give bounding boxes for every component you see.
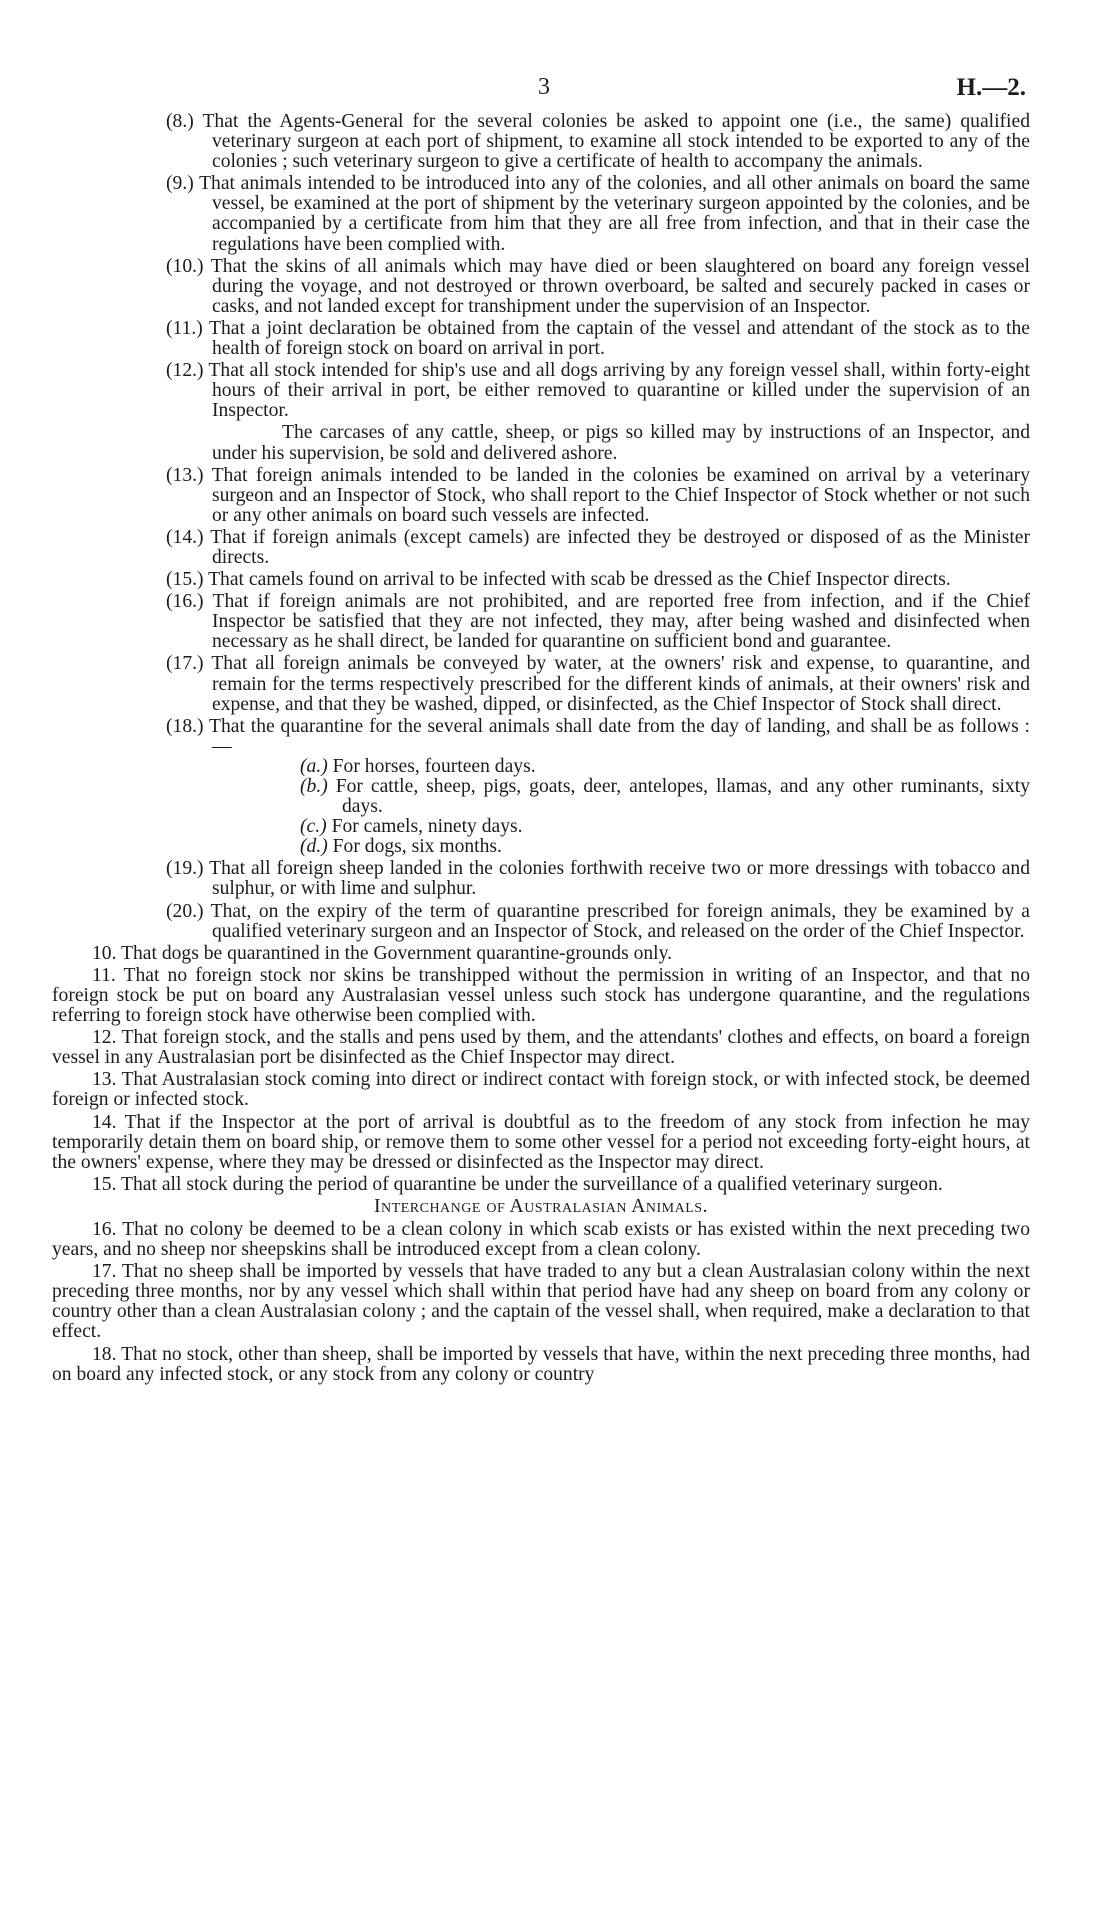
numbered-paragraph: 18. That no stock, other than sheep, shall be imported by vessels that have, within the next preceding three months, had on board any infected stock, or any stock from any colony or country <box>52 1343 1030 1385</box>
resolution-text: That animals intended to be introduced into any of the colonies, and all other animals on board the same vessel, be examined at the port of shipment by the veterinary surgeon appointed by the colonies, and be accompanied by a certificate from him that they are all free from infection, and that in their case the regulations have been complied with. <box>199 173 1031 255</box>
resolution-number: (9.) <box>166 173 194 195</box>
term-text: For camels, ninety days. <box>331 816 523 838</box>
resolution-text: That foreign animals intended to be landed in the colonies be examined on arrival by a veterinary surgeon and an Inspector of Stock, who shall report to the Chief Inspector of Stock whether or not such or any other animals on board such vessels are infected. <box>211 464 1030 526</box>
resolution-item <box>52 859 1030 899</box>
term-label: (a.) <box>300 755 328 777</box>
resolution-item <box>52 592 1030 652</box>
term-text: For horses, fourteen days. <box>332 755 536 777</box>
resolution-item <box>52 174 1030 254</box>
numbered-paragraph: 13. That Australasian stock coming into direct or indirect contact with foreign stock, or with infected stock, be deemed foreign or infected stock. <box>52 1069 1030 1111</box>
page-header <box>0 74 1114 104</box>
resolution-text: That all foreign sheep landed in the colonies forthwith receive two or more dressings with tobacco and sulphur, or with lime and sulphur. <box>209 858 1031 900</box>
page-number: 3 <box>538 74 550 100</box>
resolution-item <box>52 361 1030 421</box>
resolution-number: (19.) <box>166 858 204 880</box>
resolution-number: (8.) <box>166 111 194 132</box>
resolution-item <box>52 466 1030 526</box>
resolution-item <box>52 257 1030 317</box>
resolution-item <box>52 654 1030 714</box>
resolution-item <box>52 112 1030 172</box>
numbered-paragraph: 15. That all stock during the period of quarantine be under the surveillance of a qualified veterinary surgeon. <box>92 1173 943 1195</box>
numbered-paragraph: 17. That no sheep shall be imported by vessels that have traded to any but a clean Australasian colony within the next preceding three months, nor by any vessel which shall within that period have had any sheep on board from any colony or country other than a clean Australasian colony ; and the captain of the vessel shall, when required, make a declaration to that effect. <box>52 1261 1030 1343</box>
resolution-item <box>52 902 1030 942</box>
resolution-number: (11.) <box>166 317 203 339</box>
resolution-text: That all stock intended for ship's use and all dogs arriving by any foreign vessel shall, within forty-eight hours of their arrival in port, be either removed to quarantine or killed under the supervision of an Inspector. <box>208 360 1030 422</box>
numbered-paragraph: 12. That foreign stock, and the stalls and pens used by them, and the attendants' clothes and effects, on board a foreign vessel in any Australasian port be disinfected as the Chief Inspector may direct. <box>52 1027 1030 1069</box>
resolution-item <box>52 319 1030 359</box>
resolution-text: The carcases of any cattle, sheep, or pigs so killed may by instructions of an Inspector, and under his supervision, be sold and delivered ashore. <box>212 422 1030 464</box>
resolution-number: (12.) <box>166 360 204 382</box>
numbered-paragraph: 11. That no foreign stock nor skins be transhipped without the permission in writing of an Inspector, and that no foreign stock be put on board any Australasian vessel unless such stock has undergone quarantine, and the regulations referring to foreign stock have otherwise been complied with. <box>52 964 1030 1027</box>
resolution-item <box>52 717 1030 757</box>
numbered-paragraph: 16. That no colony be deemed to be a clean colony in which scab exists or has existed within the next preceding two years, and no sheep nor sheepskins shall be introduced except from a clean colony. <box>52 1218 1030 1261</box>
term-label: (c.) <box>300 816 327 838</box>
resolution-text: That a joint declaration be obtained from the captain of the vessel and attendant of the stock as to the health of foreign stock on board on arrival in port. <box>208 317 1030 360</box>
resolution-number: (16.) <box>166 591 204 613</box>
resolution-text: That the quarantine for the several animals shall date from the day of landing, and shall be as follows :— <box>209 715 1030 757</box>
resolution-number: (13.) <box>166 464 204 486</box>
resolution-number: (20.) <box>166 900 204 922</box>
resolution-item <box>52 528 1030 568</box>
term-label: (d.) <box>300 836 328 858</box>
quarantine-term <box>52 817 1030 837</box>
resolution-text: That the Agents-General for the several colonies be asked to appoint one (i.e., the same) qualified veterinary surgeon at each port of shipment, to examine all stock intended to be exported to any of the colonies ; such veterinary surgeon to give a certificate of health to accompany the animals. <box>202 111 1030 173</box>
numbered-paragraph: 14. That if the Inspector at the port of arrival is doubtful as to the freedom of any stock from infection he may temporarily detain them on board ship, or remove them to some other vessel for a period not exceeding forty-eight hours, at the owners' expense, where they may be dressed or disinfected as the Inspector may direct. <box>52 1111 1030 1173</box>
resolution-number: (10.) <box>166 255 204 277</box>
resolution-text: That the skins of all animals which may have died or been slaughtered on board any foreign vessel during the voyage, and not destroyed or thrown overboard, be salted and securely packed in cases or casks, and not landed except for transhipment under the supervision of an Inspector. <box>210 255 1031 317</box>
resolution-text: That all foreign animals be conveyed by water, at the owners' risk and expense, to quarantine, and remain for the terms respectively prescribed for the different kinds of animals, at their owners' risk and expense, and that they be washed, dipped, or disinfected, as the Chief Inspector of Stock shall direct. <box>211 653 1030 715</box>
term-label: (b.) <box>300 776 328 797</box>
resolution-number: (17.) <box>166 653 204 675</box>
resolution-text: That if foreign animals (except camels) are infected they be destroyed or disposed of as the Minister directs. <box>210 526 1030 568</box>
term-text: For cattle, sheep, pigs, goats, deer, antelopes, llamas, and any other ruminants, sixty days. <box>335 776 1031 818</box>
page-body <box>52 112 1030 1387</box>
resolution-item <box>52 570 1030 590</box>
resolution-number: (18.) <box>166 715 204 737</box>
quarantine-term <box>52 757 1030 777</box>
quarantine-term <box>52 777 1030 817</box>
resolution-text: That camels found on arrival to be infected with scab be dressed as the Chief Inspector directs. <box>208 569 951 591</box>
resolution-text: That if foreign animals are not prohibited, and are reported free from infection, and if the Chief Inspector be satisfied that they are not infected, they may, after being washed and disinfected when necessary as he shall direct, be landed for quarantine on sufficient bond and guarantee. <box>212 591 1030 653</box>
resolution-number: (14.) <box>166 526 204 548</box>
term-text: For dogs, six months. <box>332 836 502 858</box>
document-code: H.—2. <box>956 74 1026 101</box>
resolution-text: That, on the expiry of the term of quarantine prescribed for foreign animals, they be examined by a qualified veterinary surgeon and an Inspector of Stock, and released on the order of the Chief Inspector. <box>210 900 1030 942</box>
quarantine-term <box>52 837 1030 857</box>
resolution-number: (15.) <box>166 569 204 591</box>
resolution-continuation <box>52 423 1030 463</box>
section-heading: Interchange of Australasian Animals. <box>374 1195 708 1217</box>
numbered-paragraph: 10. That dogs be quarantined in the Government quarantine-grounds only. <box>92 942 673 964</box>
